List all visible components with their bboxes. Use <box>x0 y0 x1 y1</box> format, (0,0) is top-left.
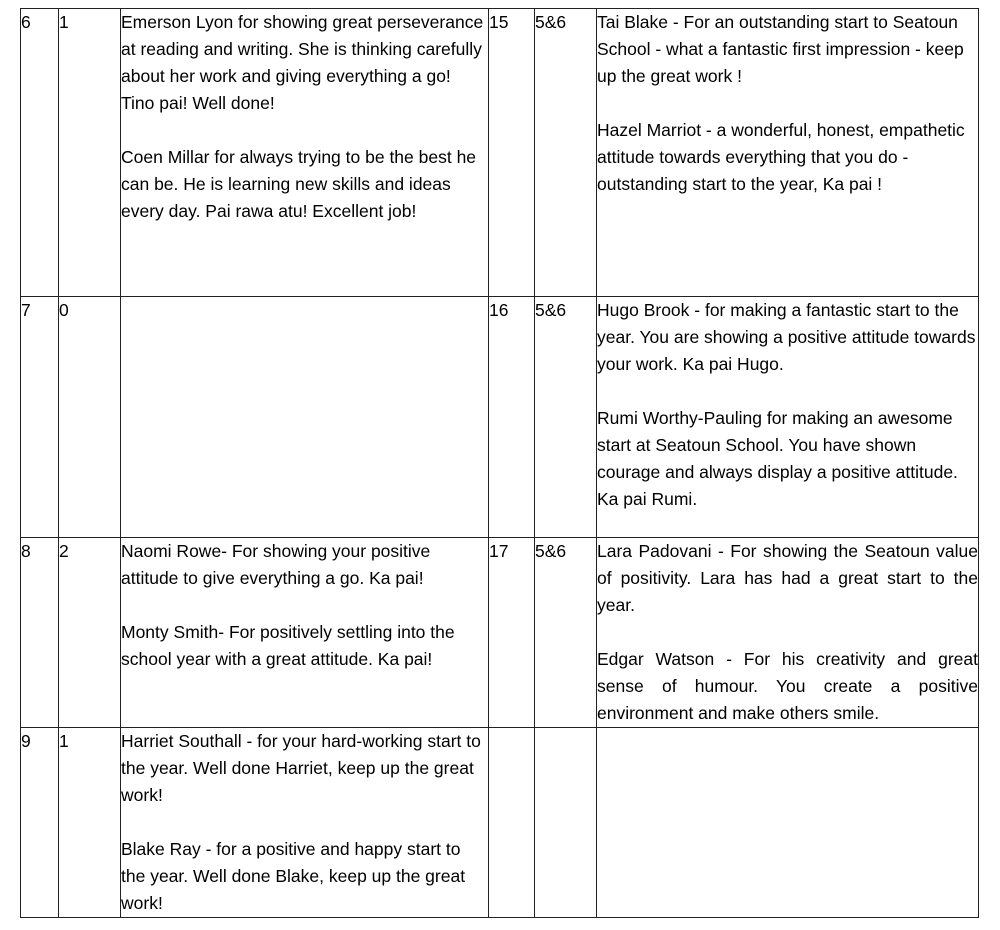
award-text-cell <box>121 728 489 918</box>
award-paragraph: Rumi Worthy-Pauling for making an awesome start at Seatoun School. You have shown courage and always display a positive attitude. Ka pai Rumi. <box>597 408 958 509</box>
year-level-cell: 0 <box>59 297 121 538</box>
award-text-cell <box>597 297 979 538</box>
table-row <box>21 297 979 538</box>
award-text-cell <box>121 297 489 538</box>
table-row <box>21 9 979 297</box>
award-text-cell <box>597 728 979 918</box>
award-paragraph: Emerson Lyon for showing great perseverance at reading and writing. She is thinking carefully about her work and giving everything a go! Tino pai! Well done! <box>121 12 484 113</box>
award-paragraph: Hazel Marriot - a wonderful, honest, empathetic attitude towards everything that you do - outstanding start to the year, Ka pai ! <box>597 120 965 194</box>
year-level-cell: 5&6 <box>535 538 597 728</box>
year-level-cell: 1 <box>59 9 121 297</box>
award-text-cell <box>121 538 489 728</box>
year-level-cell: 2 <box>59 538 121 728</box>
room-number-cell: 8 <box>21 538 59 728</box>
award-paragraph: Edgar Watson - For his creativity and great sense of humour. You create a positive environment and make others smile. <box>597 649 978 723</box>
room-number-cell: 7 <box>21 297 59 538</box>
award-paragraph: Naomi Rowe- For showing your positive attitude to give everything a go. Ka pai! <box>121 541 431 588</box>
room-number-cell: 15 <box>489 9 535 297</box>
award-paragraph: Hugo Brook - for making a fantastic start to the year. You are showing a positive attitude towards your work. Ka pai Hugo. <box>597 300 976 374</box>
table-row <box>21 538 979 728</box>
award-paragraph: Tai Blake - For an outstanding start to Seatoun School - what a fantastic first impression - keep up the great work ! <box>597 12 964 86</box>
award-paragraph: Monty Smith- For positively settling into the school year with a great attitude. Ka pai! <box>121 622 455 669</box>
room-number-cell: 16 <box>489 297 535 538</box>
award-paragraph: Blake Ray - for a positive and happy start to the year. Well done Blake, keep up the great work! <box>121 839 466 913</box>
year-level-cell <box>535 728 597 918</box>
award-paragraph: Coen Millar for always trying to be the best he can be. He is learning new skills and ideas every day. Pai rawa atu! Excellent job! <box>121 147 477 221</box>
room-number-cell: 9 <box>21 728 59 918</box>
award-text-cell <box>121 9 489 297</box>
award-paragraph: Harriet Southall - for your hard-working start to the year. Well done Harriet, keep up the great work! <box>121 731 481 805</box>
award-paragraph: Lara Padovani - For showing the Seatoun value of positivity. Lara has had a great start to the year. <box>597 541 978 615</box>
year-level-cell: 5&6 <box>535 9 597 297</box>
award-text-cell <box>597 9 979 297</box>
award-text-cell <box>597 538 979 728</box>
year-level-cell: 1 <box>59 728 121 918</box>
room-number-cell <box>489 728 535 918</box>
room-number-cell: 17 <box>489 538 535 728</box>
year-level-cell: 5&6 <box>535 297 597 538</box>
awards-table <box>20 8 979 918</box>
table-row <box>21 728 979 918</box>
room-number-cell: 6 <box>21 9 59 297</box>
